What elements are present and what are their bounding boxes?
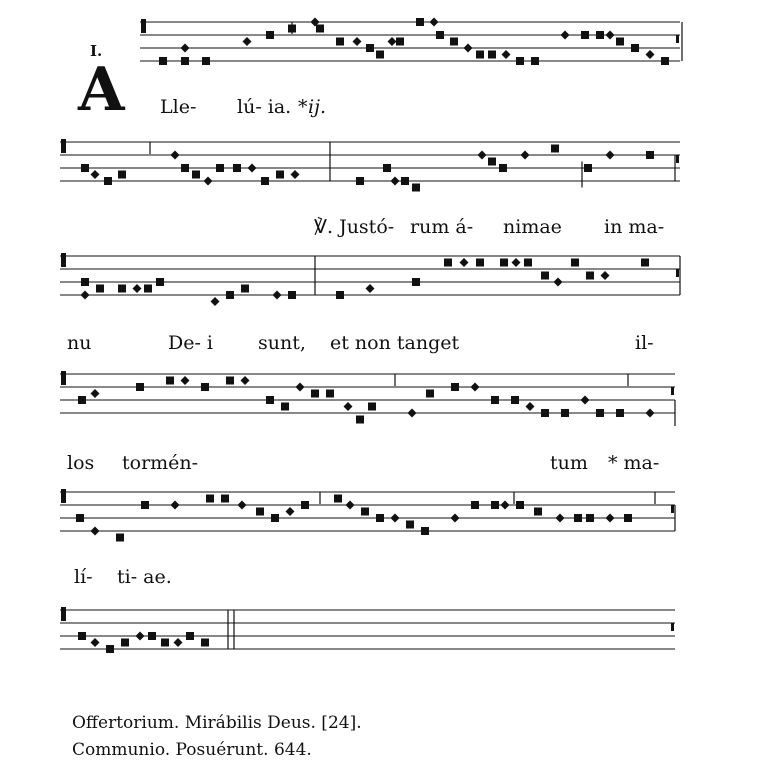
c-clef-icon [61, 489, 66, 503]
square-neume [141, 501, 149, 509]
square-neume [586, 514, 594, 522]
square-neume [78, 632, 86, 640]
c-clef-icon [61, 253, 66, 267]
c-clef-icon [61, 371, 66, 385]
rhombus-neume [171, 501, 180, 510]
square-neume [596, 31, 604, 39]
square-neume [116, 534, 124, 542]
custos-icon [676, 35, 679, 43]
square-neume [118, 285, 126, 293]
square-neume [491, 396, 499, 404]
rhombus-neume [606, 151, 615, 160]
square-neume [396, 38, 404, 46]
square-neume [121, 639, 129, 647]
rhombus-neume [460, 258, 469, 267]
square-neume [426, 390, 434, 398]
square-neume [476, 259, 484, 267]
mode-number: I. [90, 42, 103, 60]
square-neume [450, 38, 458, 46]
square-neume [311, 390, 319, 398]
square-neume [261, 177, 269, 185]
rhombus-neume [204, 177, 213, 186]
square-neume [281, 403, 289, 411]
rhombus-neume [521, 151, 530, 160]
rhombus-neume [81, 291, 90, 300]
square-neume [192, 171, 200, 179]
staff-system-1 [0, 18, 760, 88]
square-neume [376, 514, 384, 522]
rhombus-neume [471, 383, 480, 392]
square-neume [488, 51, 496, 59]
square-neume [516, 57, 524, 65]
rhombus-neume [391, 177, 400, 186]
square-neume [81, 278, 89, 286]
square-neume [631, 44, 639, 52]
lyric-syllable: rum á- [410, 216, 474, 238]
c-clef-icon [141, 19, 146, 33]
square-neume [216, 164, 224, 172]
square-neume [81, 164, 89, 172]
c-clef-icon [61, 607, 66, 621]
square-neume [356, 416, 364, 424]
square-neume [266, 396, 274, 404]
staff-system-3 [0, 252, 760, 322]
rhombus-neume [91, 170, 100, 179]
lyric-syllable: * ma- [608, 452, 660, 474]
lyric-syllable: sunt, [258, 332, 306, 354]
offertorium-reference: Offertorium. Mirábilis Deus. [24]. [72, 713, 362, 733]
rhombus-neume [286, 507, 295, 516]
rhombus-neume [526, 402, 535, 411]
lyric-syllable: * [298, 96, 308, 118]
square-neume [301, 501, 309, 509]
lyrics-line-4 [0, 452, 760, 476]
rhombus-neume [391, 514, 400, 523]
lyric-syllable: De- i [168, 332, 214, 354]
square-neume [201, 639, 209, 647]
square-neume [616, 409, 624, 417]
staff-system-4 [0, 370, 760, 440]
square-neume [476, 51, 484, 59]
square-neume [361, 508, 369, 516]
rhombus-neume [451, 514, 460, 523]
lyric-syllable: Lle- [160, 96, 197, 118]
square-neume [136, 383, 144, 391]
square-neume [221, 495, 229, 503]
square-neume [161, 639, 169, 647]
communio-reference: Communio. Posuérunt. 644. [72, 740, 312, 760]
square-neume [451, 383, 459, 391]
rhombus-neume [346, 501, 355, 510]
square-neume [266, 31, 274, 39]
rhombus-neume [353, 37, 362, 46]
rhombus-neume [211, 297, 220, 306]
square-neume [96, 285, 104, 293]
square-neume [181, 164, 189, 172]
square-neume [156, 278, 164, 286]
rhombus-neume [501, 501, 510, 510]
square-neume [104, 177, 112, 185]
lyric-syllable: los [67, 452, 95, 474]
square-neume [511, 396, 519, 404]
square-neume [316, 25, 324, 33]
square-neume [271, 514, 279, 522]
lyric-syllable: ti- ae. [117, 566, 172, 588]
square-neume [624, 514, 632, 522]
lyric-syllable: il- [635, 332, 654, 354]
rhombus-neume [91, 389, 100, 398]
square-neume [356, 177, 364, 185]
square-neume [288, 25, 296, 33]
rhombus-neume [181, 376, 190, 385]
square-neume [144, 285, 152, 293]
lyric-syllable: lú- ia. [237, 96, 292, 118]
rhombus-neume [133, 284, 142, 293]
square-neume [531, 57, 539, 65]
rhombus-neume [243, 37, 252, 46]
square-neume [406, 521, 414, 529]
square-neume [524, 259, 532, 267]
square-neume [551, 145, 559, 153]
square-neume [586, 272, 594, 280]
square-neume [383, 164, 391, 172]
square-neume [661, 57, 669, 65]
square-neume [541, 272, 549, 280]
square-neume [76, 514, 84, 522]
square-neume [366, 44, 374, 52]
square-neume [471, 501, 479, 509]
rhombus-neume [408, 409, 417, 418]
square-neume [596, 409, 604, 417]
square-neume [412, 278, 420, 286]
rhombus-neume [430, 18, 439, 27]
square-neume [571, 259, 579, 267]
square-neume [201, 383, 209, 391]
lyric-syllable: tormén- [122, 452, 199, 474]
square-neume [616, 38, 624, 46]
square-neume [336, 291, 344, 299]
lyric-syllable: nu [67, 332, 92, 354]
rhombus-neume [606, 31, 615, 40]
square-neume [581, 31, 589, 39]
rhombus-neume [554, 278, 563, 287]
square-neume [334, 495, 342, 503]
rhombus-neume [273, 291, 282, 300]
square-neume [202, 57, 210, 65]
square-neume [159, 57, 167, 65]
square-neume [336, 38, 344, 46]
square-neume [368, 403, 376, 411]
custos-icon [676, 269, 679, 277]
lyric-syllable: tum [550, 452, 588, 474]
square-neume [276, 171, 284, 179]
square-neume [166, 377, 174, 385]
rhombus-neume [291, 170, 300, 179]
rhombus-neume [388, 37, 397, 46]
lyric-syllable: in ma- [604, 216, 665, 238]
rhombus-neume [601, 271, 610, 280]
square-neume [421, 527, 429, 535]
square-neume [326, 390, 334, 398]
square-neume [516, 501, 524, 509]
rhombus-neume [238, 501, 247, 510]
square-neume [78, 396, 86, 404]
square-neume [436, 31, 444, 39]
c-clef-icon [61, 139, 66, 153]
rhombus-neume [136, 632, 145, 641]
square-neume [541, 409, 549, 417]
rhombus-neume [646, 409, 655, 418]
square-neume [401, 177, 409, 185]
custos-icon [671, 505, 674, 513]
square-neume [534, 508, 542, 516]
rhombus-neume [296, 383, 305, 392]
square-neume [444, 259, 452, 267]
lyrics-line-3 [0, 332, 760, 356]
square-neume [288, 291, 296, 299]
square-neume [500, 259, 508, 267]
square-neume [584, 164, 592, 172]
square-neume [561, 409, 569, 417]
square-neume [106, 645, 114, 653]
square-neume [256, 508, 264, 516]
rhombus-neume [556, 514, 565, 523]
square-neume [118, 171, 126, 179]
square-neume [412, 184, 420, 192]
custos-icon [671, 387, 674, 395]
square-neume [181, 57, 189, 65]
lyrics-line-2 [0, 216, 760, 240]
lyric-syllable: et non tanget [330, 332, 460, 354]
staff-system-2 [0, 138, 760, 208]
custos-icon [671, 623, 674, 631]
square-neume [376, 51, 384, 59]
square-neume [226, 291, 234, 299]
rhombus-neume [478, 151, 487, 160]
rhombus-neume [646, 50, 655, 59]
rhombus-neume [91, 638, 100, 647]
custos-icon [676, 155, 679, 163]
rhombus-neume [174, 638, 183, 647]
lyric-syllable: ij. [308, 96, 327, 118]
lyrics-line-5 [0, 566, 760, 590]
square-neume [574, 514, 582, 522]
rhombus-neume [464, 44, 473, 53]
rhombus-neume [502, 50, 511, 59]
rhombus-neume [241, 376, 250, 385]
square-neume [416, 18, 424, 26]
staff-system-6 [0, 606, 760, 676]
square-neume [148, 632, 156, 640]
rhombus-neume [91, 527, 100, 536]
square-neume [186, 632, 194, 640]
rhombus-neume [248, 164, 257, 173]
lyrics-line-1 [0, 96, 760, 120]
square-neume [488, 158, 496, 166]
square-neume [206, 495, 214, 503]
lyric-syllable: nimae [503, 216, 562, 238]
rhombus-neume [606, 514, 615, 523]
rhombus-neume [366, 284, 375, 293]
rhombus-neume [344, 402, 353, 411]
rhombus-neume [581, 396, 590, 405]
rhombus-neume [181, 44, 190, 53]
square-neume [491, 501, 499, 509]
square-neume [241, 285, 249, 293]
initial-letter: A [78, 55, 125, 125]
square-neume [233, 164, 241, 172]
square-neume [226, 377, 234, 385]
rhombus-neume [561, 31, 570, 40]
square-neume [499, 164, 507, 172]
lyric-syllable: ℣. Justó- [314, 216, 395, 238]
rhombus-neume [171, 151, 180, 160]
lyric-syllable: lí- [74, 566, 93, 588]
square-neume [641, 259, 649, 267]
rhombus-neume [512, 258, 521, 267]
square-neume [646, 151, 654, 159]
staff-system-5 [0, 488, 760, 558]
